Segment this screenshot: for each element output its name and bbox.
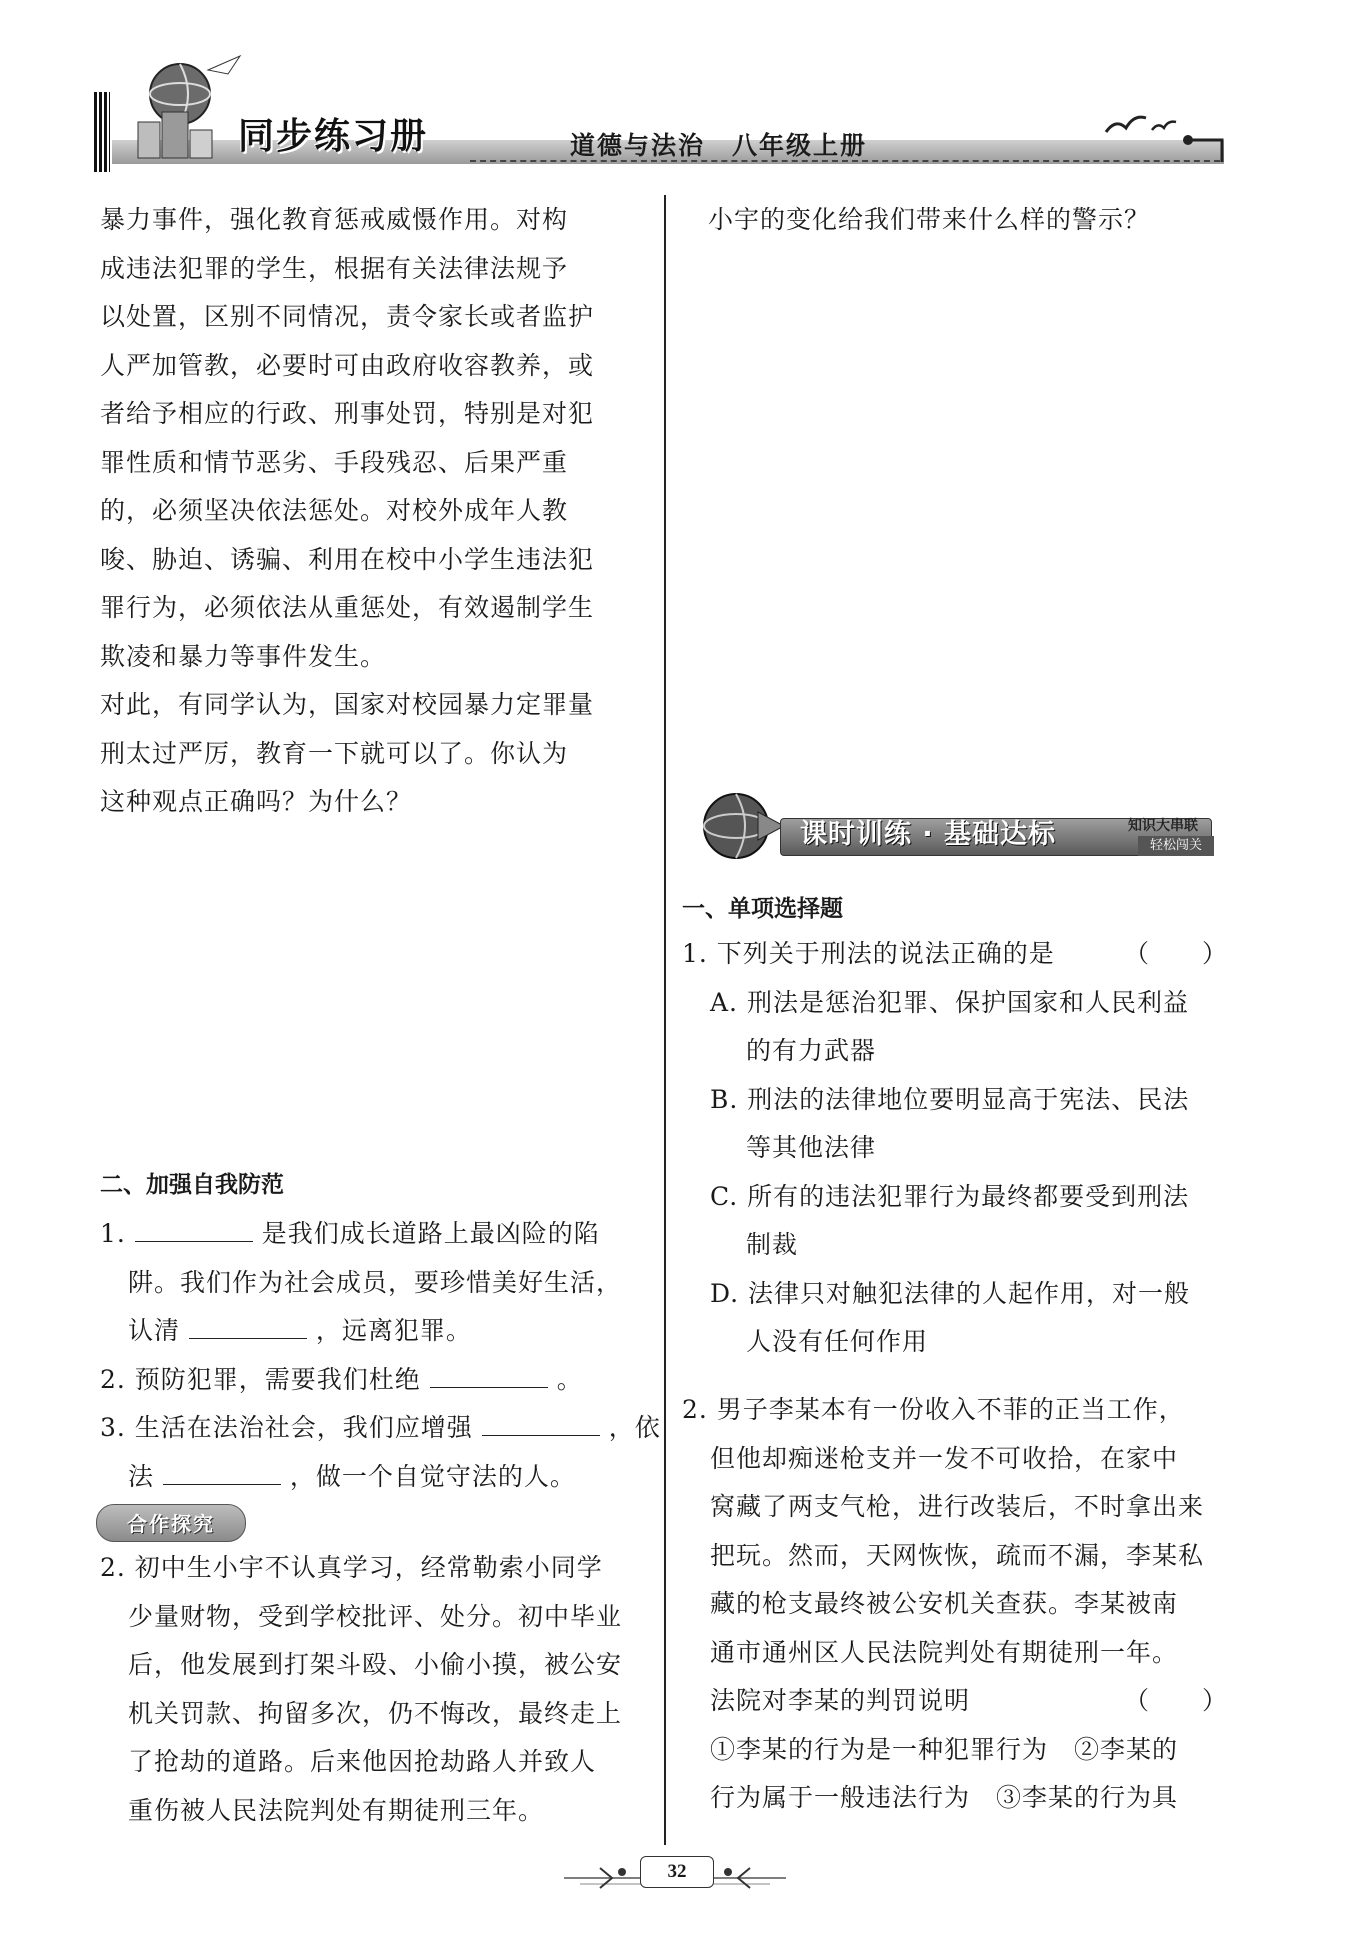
q2-answer-bracket[interactable]: （ ） xyxy=(1123,1686,1228,1715)
question-2 xyxy=(682,1386,1228,1823)
section2-heading: 二、加强自我防范 xyxy=(100,1172,284,1198)
answer-blank[interactable] xyxy=(135,1217,253,1242)
q1-option-a[interactable]: A. 刑法是惩治犯罪、保护国家和人民利益 xyxy=(710,987,1189,1017)
banner-side-top: 知识大串联 xyxy=(1128,818,1198,834)
case-line: 唆、胁迫、诱骗、利用在校中小学生违法犯 xyxy=(100,544,595,574)
q2-line: 但他却痴迷枪支并一发不可收拾，在家中 xyxy=(710,1443,1179,1473)
banner-side-bottom: 轻松闯关 xyxy=(1138,836,1214,856)
coop-line: 后，他发展到打架斗殴、小偷小摸，被公安 xyxy=(128,1650,623,1679)
q1-answer-bracket[interactable]: （ ） xyxy=(1123,939,1228,968)
question-line: 这种观点正确吗？为什么？ xyxy=(100,787,413,816)
globe-logo-icon xyxy=(128,50,248,160)
case-question xyxy=(100,681,648,827)
book-title: 同步练习册 xyxy=(238,116,429,157)
case-line: 暴力事件，强化教育惩戒威慑作用。对构 xyxy=(100,205,569,234)
header-end-ornament xyxy=(1182,130,1230,170)
coop-line: 机关罚款、拘留多次，仍不悔改，最终走上 xyxy=(128,1698,623,1728)
q3-b-post: ，做一个自觉守法的人。 xyxy=(289,1461,576,1491)
q3-mid: ，依 xyxy=(608,1413,661,1442)
fill-q1-line3 xyxy=(100,1307,648,1356)
birds-decoration-icon xyxy=(1102,104,1182,144)
q2-line: 通市通州区人民法院判处有期徒刑一年。 xyxy=(710,1637,1179,1667)
header-stripe-decoration xyxy=(94,92,110,172)
fill-q3-line1 xyxy=(100,1404,661,1453)
case-text xyxy=(100,196,648,681)
fill-q3-line2 xyxy=(100,1453,648,1502)
coop-followup-question: 小宇的变化给我们带来什么样的警示？ xyxy=(708,205,1151,234)
q1-option-c[interactable]: C. 所有的违法犯罪行为最终都要受到刑法 xyxy=(710,1181,1190,1211)
q2-post: 。 xyxy=(556,1364,583,1394)
answer-blank[interactable] xyxy=(189,1314,307,1339)
q1-c-pre: 认清 xyxy=(128,1316,181,1345)
q1-c-post: ，远离犯罪。 xyxy=(315,1316,472,1345)
fill-q1-line1 xyxy=(100,1210,648,1259)
q2-stem: 法院对李某的判罚说明 xyxy=(710,1686,971,1715)
column-divider xyxy=(664,195,666,1845)
coop-line: 少量财物，受到学校批评、处分。初中毕业 xyxy=(128,1601,623,1631)
coop-line: 了抢劫的道路。后来他因抢劫路人并致人 xyxy=(128,1747,597,1776)
q3-b-pre: 法 xyxy=(128,1461,155,1491)
case-line: 人严加管教，必要时可由政府收容教养，或 xyxy=(100,350,595,380)
case-line: 成违法犯罪的学生，根据有关法律法规予 xyxy=(100,253,569,283)
q2-line: 把玩。然而，天网恢恢，疏而不漏，李某私 xyxy=(710,1540,1205,1570)
case-line: 的，必须坚决依法惩处。对校外成年人教 xyxy=(100,496,569,525)
answer-blank[interactable] xyxy=(430,1363,548,1388)
fill-q2-line xyxy=(100,1356,648,1405)
q2-pre: 2. 预防犯罪，需要我们杜绝 xyxy=(100,1364,421,1394)
q3-pre: 3. 生活在法治社会，我们应增强 xyxy=(100,1413,473,1442)
coop-question xyxy=(100,1544,648,1835)
q1-option-a-cont: 的有力武器 xyxy=(746,1036,877,1065)
globe-banner-icon xyxy=(688,782,788,872)
q1-stem: 1. 下列关于刑法的说法正确的是 xyxy=(682,939,1055,968)
question-line: 对此，有同学认为，国家对校园暴力定罪量 xyxy=(100,690,595,719)
case-line: 以处置，区别不同情况，责令家长或者监护 xyxy=(100,302,595,331)
case-line: 罪行为，必须依法从重惩处，有效遏制学生 xyxy=(100,593,595,622)
q2-choice-line: 行为属于一般违法行为 ③李某的行为具 xyxy=(710,1783,1179,1812)
question-1 xyxy=(682,930,1228,1367)
fill-in-questions xyxy=(100,1210,661,1501)
coop-badge xyxy=(96,1504,246,1542)
q1-option-c-cont: 制裁 xyxy=(746,1230,799,1259)
page-number: 32 xyxy=(640,1856,714,1888)
coop-line: 2. 初中生小宇不认真学习，经常勒索小同学 xyxy=(100,1553,603,1582)
subject-grade: 道德与法治 八年级上册 xyxy=(570,131,868,160)
q1-option-b[interactable]: B. 刑法的法律地位要明显高于宪法、民法 xyxy=(710,1084,1190,1114)
q2-line: 窝藏了两支气枪，进行改装后，不时拿出来 xyxy=(710,1492,1205,1521)
banner-title: 课时训练 · 基础达标 xyxy=(800,819,1057,850)
q1-option-d[interactable]: D. 法律只对触犯法律的人起作用，对一般 xyxy=(710,1278,1191,1308)
coop-badge-label: 合作探究 xyxy=(127,1512,215,1536)
q1-number: 1. xyxy=(100,1219,126,1248)
q1-option-d-cont: 人没有任何作用 xyxy=(746,1327,929,1356)
q1-text: 是我们成长道路上最凶险的陷 xyxy=(261,1219,600,1248)
case-line: 欺凌和暴力等事件发生。 xyxy=(100,641,387,671)
q1-stem-line xyxy=(682,930,1228,979)
case-material xyxy=(100,196,648,827)
q2-line: 藏的枪支最终被公安机关查获。李某被南 xyxy=(710,1589,1179,1618)
case-line: 者给予相应的行政、刑事处罚，特别是对犯 xyxy=(100,399,595,428)
answer-blank[interactable] xyxy=(482,1411,600,1436)
q2-choice-line: ①李某的行为是一种犯罪行为 ②李某的 xyxy=(710,1734,1179,1764)
q1-option-b-cont: 等其他法律 xyxy=(746,1133,877,1162)
coop-line: 重伤被人民法院判处有期徒刑三年。 xyxy=(128,1795,545,1825)
case-line: 罪性质和情节恶劣、手段残忍、后果严重 xyxy=(100,447,569,477)
section1-heading: 一、单项选择题 xyxy=(682,896,843,922)
q2-stem-line xyxy=(682,1677,1228,1726)
q2-line: 2. 男子李某本有一份收入不菲的正当工作， xyxy=(682,1395,1185,1424)
fill-q1-line2: 阱。我们作为社会成员，要珍惜美好生活， xyxy=(128,1267,623,1297)
answer-blank[interactable] xyxy=(163,1460,281,1485)
question-line: 刑太过严厉，教育一下就可以了。你认为 xyxy=(100,738,569,768)
